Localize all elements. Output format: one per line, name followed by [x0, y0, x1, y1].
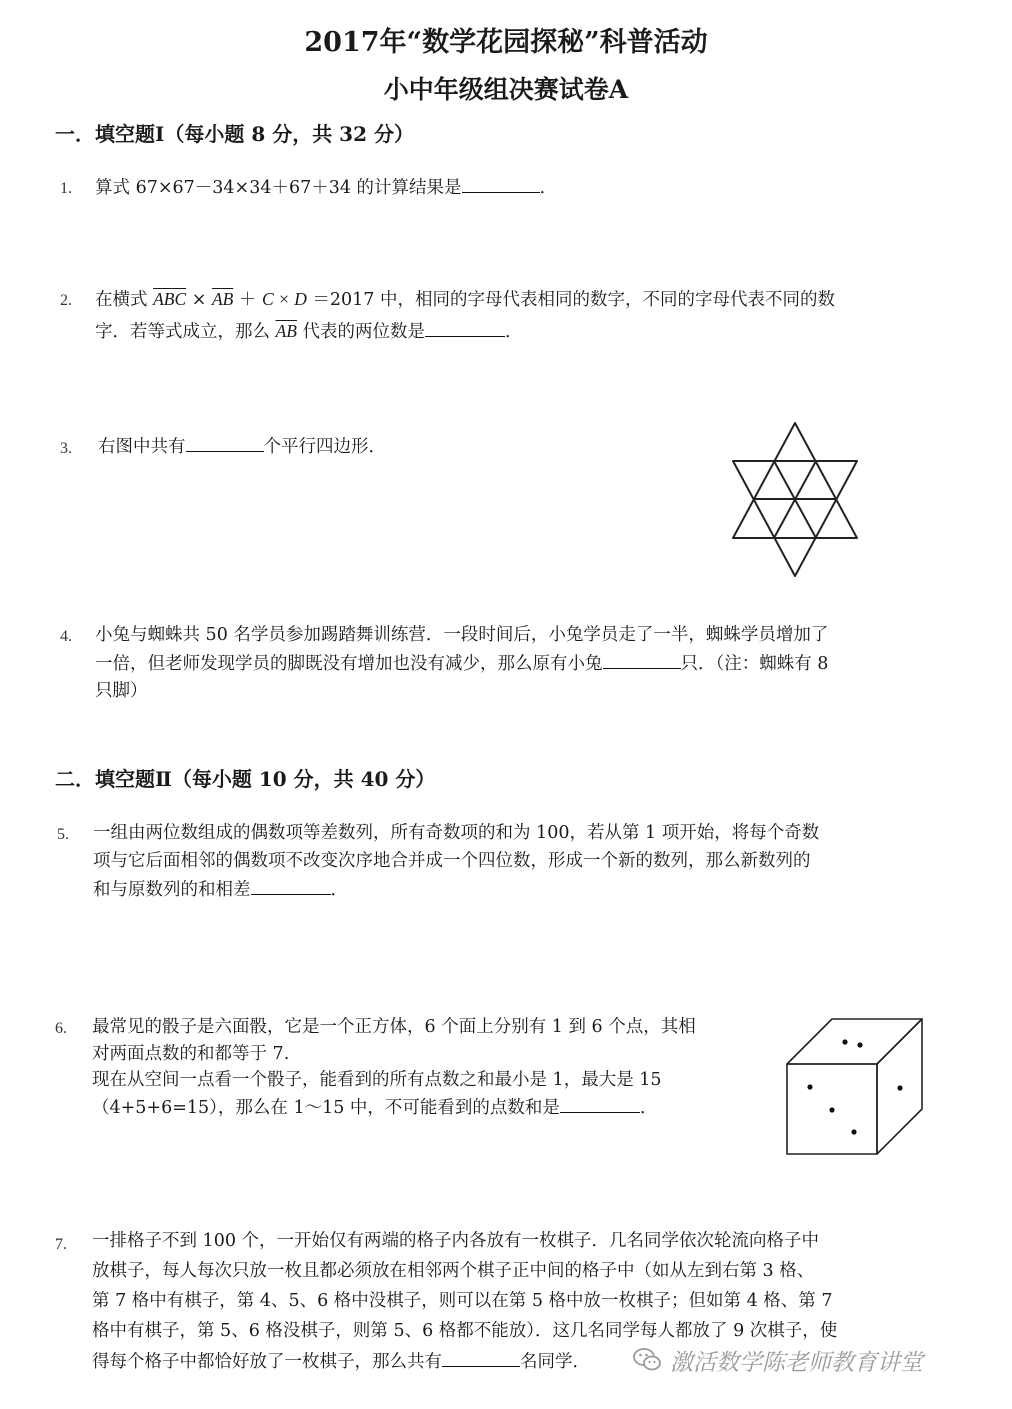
answer-blank-1[interactable] [462, 174, 540, 193]
overline-ab-2: $\overline{AB}$ [275, 321, 297, 341]
front-dot [807, 1084, 812, 1089]
question-number-4: 4. [60, 628, 72, 645]
section-heading-1: 一．填空题Ⅰ（每小题 8 分，共 32 分） [55, 122, 414, 146]
answer-blank-3[interactable] [186, 433, 264, 452]
question-7-line-5: 得每个格子中都恰好放了一枚棋子，那么共有 名同学． [92, 1348, 590, 1375]
question-6-line-1: 最常见的骰子是六面骰，它是一个正方体，6 个面上分别有 1 到 6 个点，其相 [92, 1017, 696, 1037]
answer-blank-2[interactable] [425, 318, 505, 337]
upward-triangle [733, 423, 857, 538]
top-dot [842, 1039, 847, 1044]
question-7-line-3: 第 7 格中有棋子，第 4、5、6 格中没棋子，则可以在第 5 格中放一枚棋子；但如第 4 格、第 7 [92, 1291, 833, 1311]
question-7-line-2: 放棋子，每人每次只放一枚且都必须放在相邻两个棋子正中间的格子中（如从左到右第 3 格、 [92, 1261, 815, 1281]
top-dot [857, 1042, 862, 1047]
question-4-line-3: 只脚） [95, 681, 148, 701]
question-7-line-4: 格中有棋子，第 5、6 格没棋子，则第 5、6 格都不能放）．这几名同学每人都放了 9 次棋子，使 [92, 1321, 838, 1341]
star-of-david-figure [725, 420, 865, 580]
question-number-2: 2. [60, 292, 72, 309]
question-4-line-1: 小兔与蜘蛛共 50 名学员参加踢踏舞训练营．一段时间后，小兔学员走了一半，蜘蛛学员增加了 [95, 625, 829, 645]
question-4-line-2: 一倍，但老师发现学员的脚既没有增加也没有减少，那么原有小兔 只．（注：蜘蛛有 8 [95, 650, 828, 677]
question-number-5: 5. [57, 826, 69, 843]
question-6-line-3: 现在从空间一点看一个骰子，能看到的所有点数之和最小是 1，最大是 15 [92, 1070, 662, 1090]
question-number-1: 1. [60, 180, 72, 197]
dice-cube-figure [782, 1013, 928, 1159]
question-number-6: 6. [55, 1020, 67, 1037]
side-dot [897, 1085, 902, 1090]
question-2-line-1: 在横式 $\overline{ABC} \times \overline{AB} + C \times D =2017$ 中，相同的字母代表相同的数字，不同的字母代表不同的数 [95, 289, 836, 310]
section-heading-2: 二．填空题Ⅱ（每小题 10 分，共 40 分） [55, 767, 436, 791]
downward-triangle [733, 461, 857, 576]
question-5-line-2: 项与它后面相邻的偶数项不改变次序地合并成一个四位数，形成一个新的数列，那么新数列的 [93, 851, 811, 871]
question-6-line-2: 对两面点数的和都等于 7. [92, 1044, 290, 1064]
question-2-line-2: 字．若等式成立，那么 $\overline{AB}$ 代表的两位数是 ． [95, 318, 523, 345]
overline-ab: $\overline{AB}$ [211, 289, 234, 309]
question-6-line-4: （4+5+6=15），那么在 1～15 中，不可能看到的点数和是 ． [92, 1094, 657, 1121]
exam-subtitle: 小中年级组决赛试卷A [383, 75, 629, 104]
question-5-line-1: 一组由两位数组成的偶数项等差数列，所有奇数项的和为 100，若从第 1 项开始，将每个奇数 [93, 823, 820, 843]
question-1-text: 算式 67×67－34×34＋67＋34 的计算结果是 [95, 178, 462, 198]
watermark-text: 激活数学陈老师教育讲堂 [670, 1350, 923, 1376]
answer-blank-4[interactable] [603, 650, 681, 669]
question-number-3: 3. [60, 440, 72, 457]
question-1: 算式 67×67－34×34＋67＋34 的计算结果是 ． [95, 174, 557, 201]
question-number-7: 7. [55, 1236, 67, 1253]
answer-blank-6[interactable] [560, 1094, 640, 1113]
question-7-line-1: 一排格子不到 100 个，一开始仅有两端的格子内各放有一枚棋子．几名同学依次轮流向格子中 [92, 1231, 820, 1251]
question-5-line-3: 和与原数列的和相差 ． [93, 876, 348, 903]
front-dot [829, 1107, 834, 1112]
answer-blank-5[interactable] [251, 876, 331, 895]
question-3: 右图中共有 个平行四边形． [98, 433, 386, 460]
cube-top-face [787, 1019, 922, 1064]
wechat-icon [632, 1346, 662, 1374]
overline-abc: $\overline{ABC}$ [153, 289, 187, 309]
answer-blank-7[interactable] [442, 1348, 520, 1367]
exam-title: 2017年“数学花园探秘”科普活动 [304, 27, 708, 58]
front-dot [851, 1129, 856, 1134]
